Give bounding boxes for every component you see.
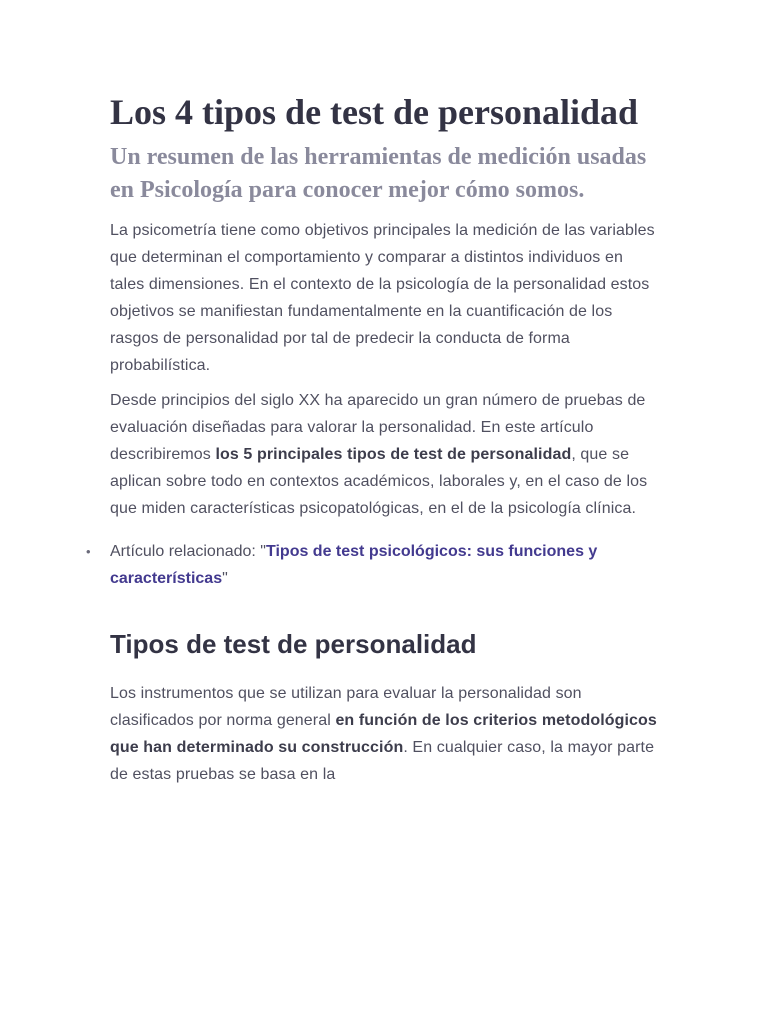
related-prefix: Artículo relacionado: ": [110, 543, 266, 560]
section-heading: Tipos de test de personalidad: [110, 629, 477, 659]
list-item: [86, 538, 658, 592]
paragraph-history: [110, 387, 658, 522]
paragraph-instruments-text-2: . En cualquier caso, la mayor parte de estas pruebas se basa en la: [110, 739, 655, 783]
article-subtitle: Un resumen de las herramientas de medición usadas en Psicología para conocer mejor cómo somos.: [110, 144, 647, 203]
paragraph-history-text-2: , que se aplican sobre todo en contextos académicos, laborales y, en el caso de los que miden características psicopatológicas, en el de la psicología clínica.: [110, 446, 648, 517]
related-suffix: ": [222, 570, 228, 587]
paragraph-instruments: [110, 680, 658, 788]
bullet-icon: •: [86, 544, 91, 559]
paragraph-intro: La psicometría tiene como objetivos principales la medición de las variables que determinan el comportamiento y comparar a distintos individuos en tales dimensiones. En el contexto de la psicología de la personalidad estos objetivos se manifiestan fundamentalmente en la cuantificación de los rasgos de personalidad por tal de predecir la conducta de forma probabilística.: [110, 222, 655, 374]
paragraph-history-bold: los 5 principales tipos de test de personalidad: [215, 446, 572, 463]
related-article-list: [86, 538, 658, 592]
related-article-link[interactable]: Tipos de test psicológicos: sus funciones y características: [110, 543, 598, 587]
paragraph-history-text-1: Desde principios del siglo XX ha aparecido un gran número de pruebas de evaluación diseñadas para valorar la personalidad. En este artículo describiremos: [110, 392, 646, 463]
paragraph-instruments-bold: en función de los criterios metodológicos que han determinado su construcción: [110, 712, 657, 756]
article-title: Los 4 tipos de test de personalidad: [110, 92, 639, 132]
paragraph-instruments-text-1: Los instrumentos que se utilizan para evaluar la personalidad son clasificados por norma general: [110, 685, 582, 729]
